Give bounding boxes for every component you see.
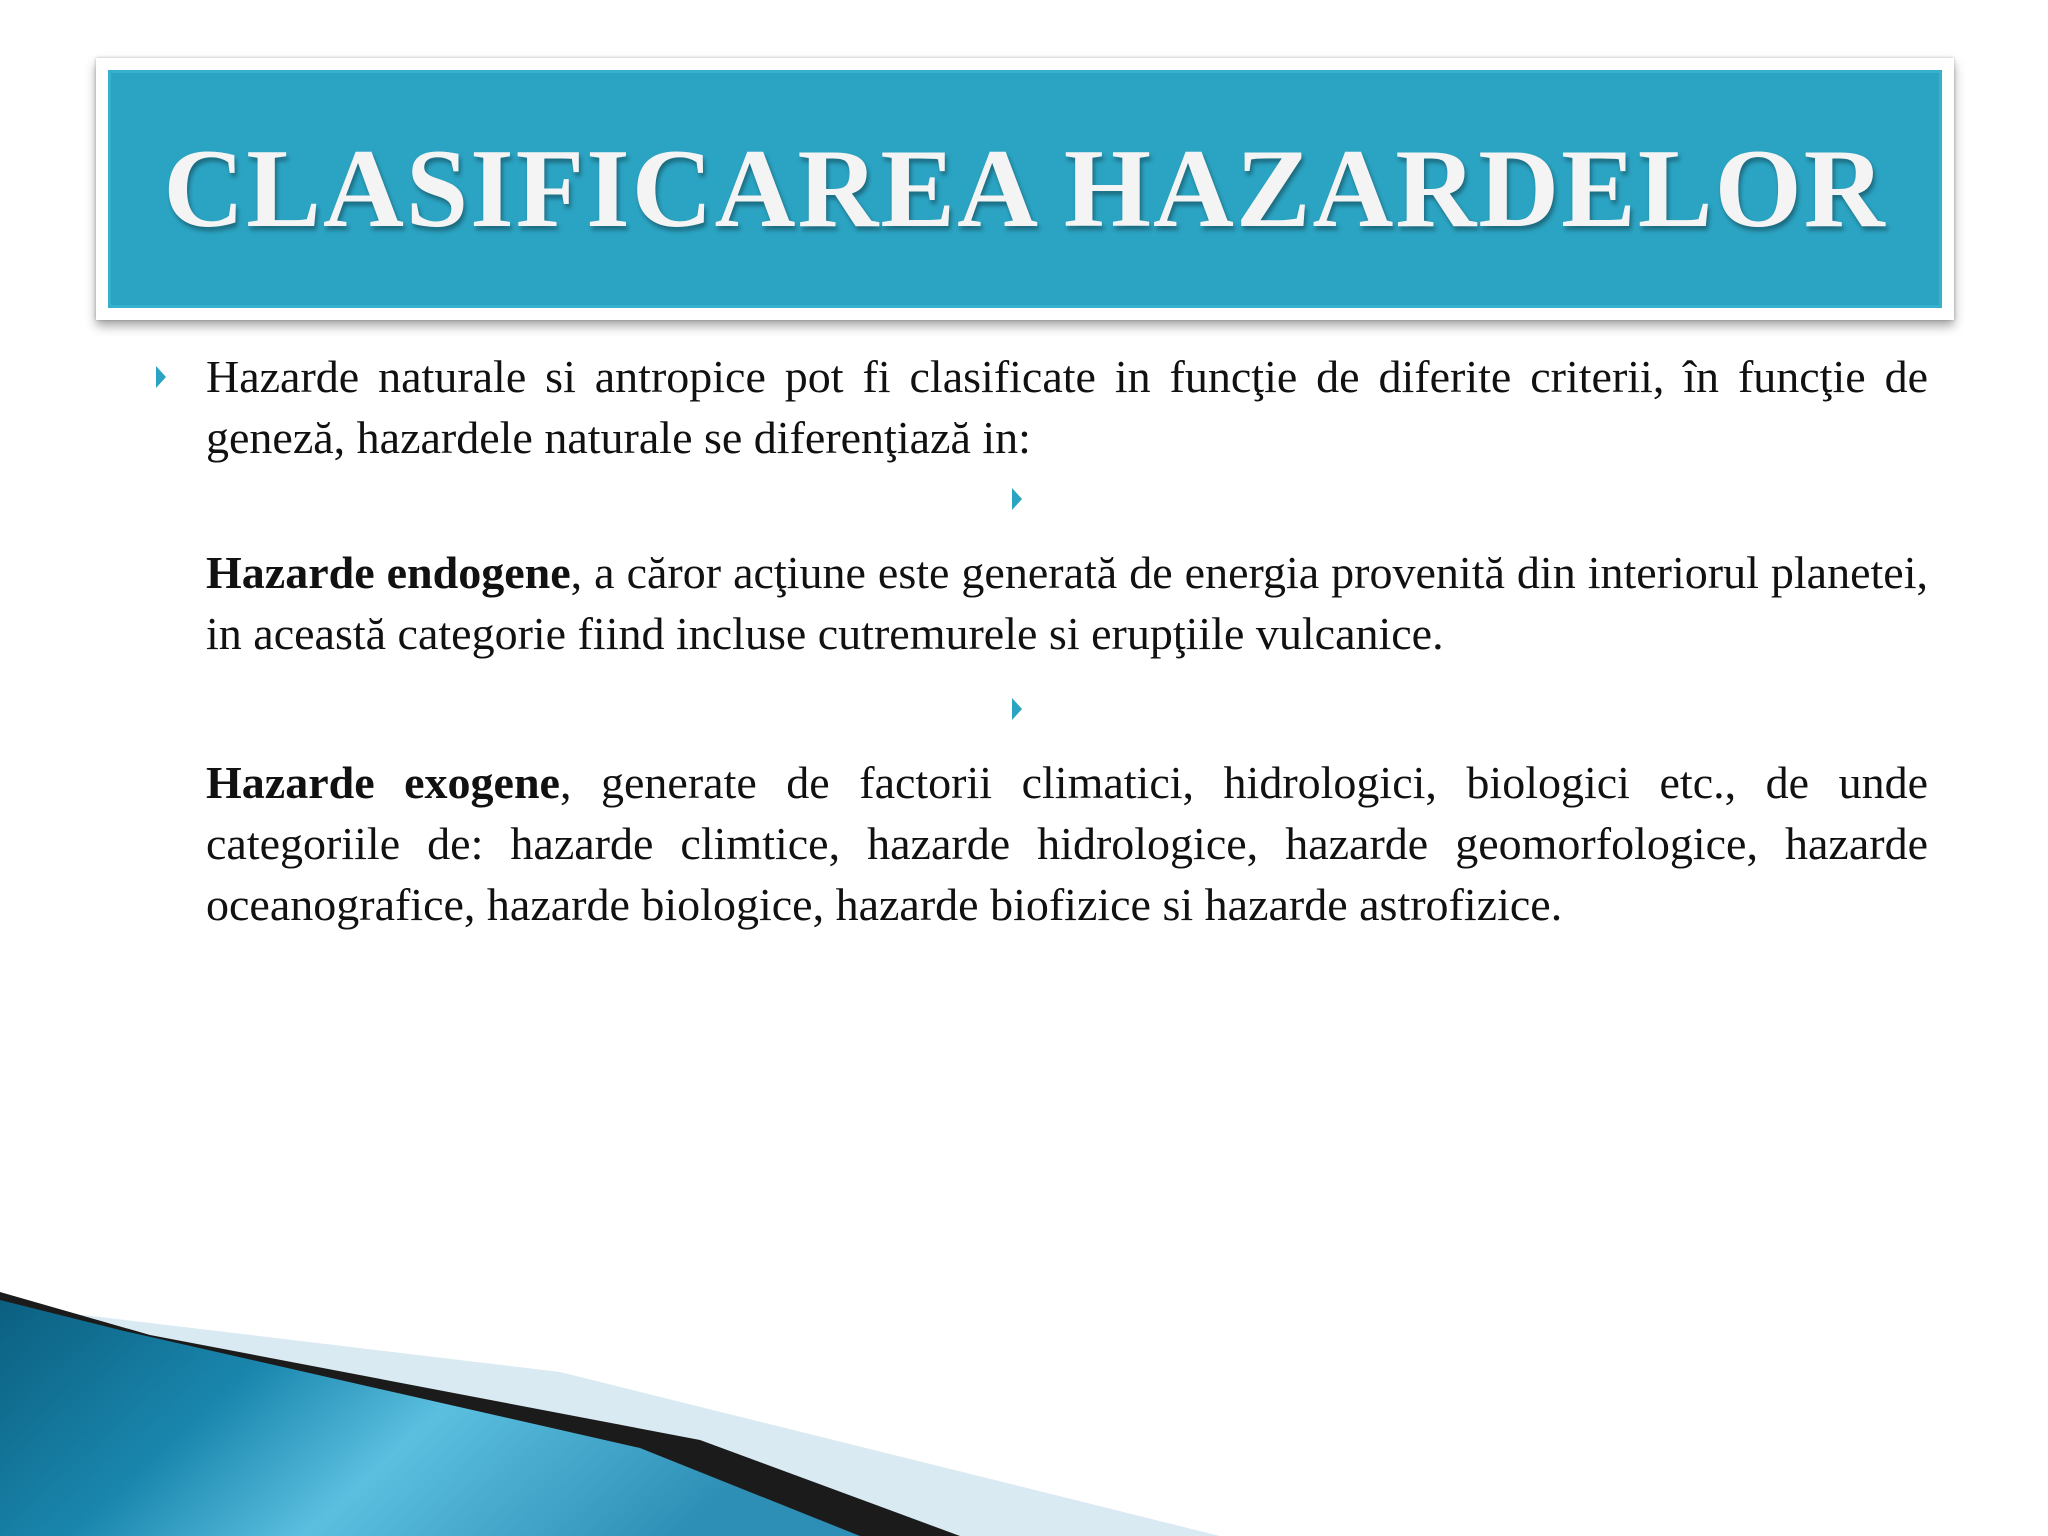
slide-title: CLASIFICAREA HAZARDELOR [163,126,1887,251]
endogene-heading: Hazarde endogene [206,547,571,598]
exogene-text: , generate de factorii climatici, hidrologici, biologici etc., de unde categoriile de: hazarde climtice, hazarde hidrologice, hazarde geomorfologice, hazarde oceanografice, hazarde biologice, hazarde biofizice si hazarde astrofizice. [206,757,1928,930]
intro-text: Hazarde naturale si antropice pot fi clasificate in funcţie de diferite criterii, în funcţie de geneză, hazardele naturale se diferenţiază in: [206,351,1928,463]
endogene-text: , a căror acţiune este generată de energia provenită din interiorul planetei, in această categorie fiind incluse cutremurele si erupţiile vulcanice. [206,547,1928,659]
exogene-heading: Hazarde exogene [206,757,560,808]
